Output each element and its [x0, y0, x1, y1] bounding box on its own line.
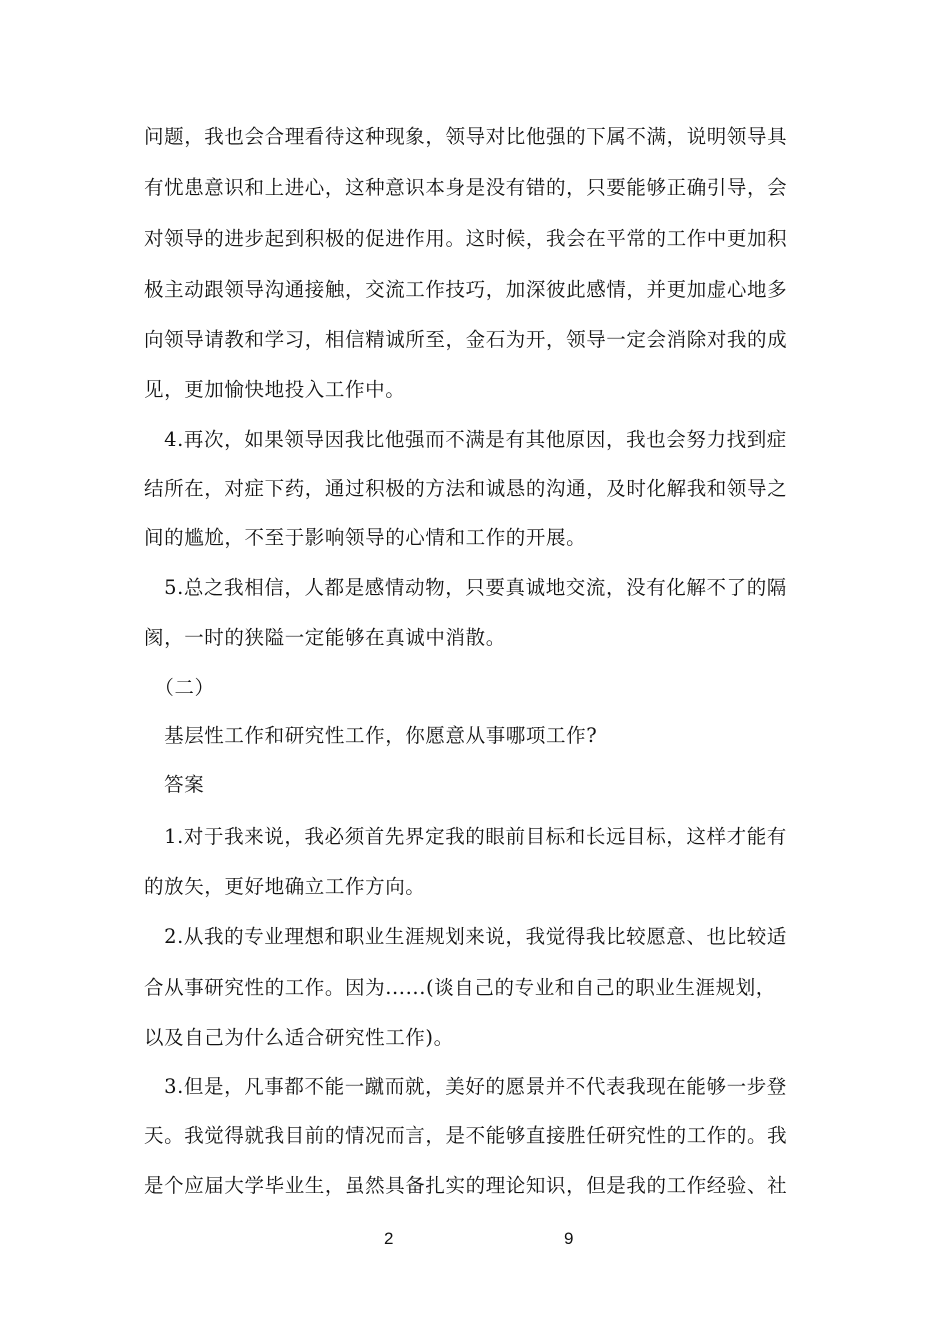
text-line: 4.再次，如果领导因我比他强而不满是有其他原因，我也会努力找到症 [144, 428, 787, 451]
text-line: 向领导请教和学习，相信精诚所至，金石为开，领导一定会消除对我的成 [144, 328, 788, 351]
text-line: 的放矢，更好地确立工作方向。 [144, 875, 426, 898]
text-line: 以及自己为什么适合研究性工作)。 [144, 1026, 454, 1049]
text-line: 5.总之我相信，人都是感情动物，只要真诚地交流，没有化解不了的隔 [144, 576, 787, 599]
text-line: 3.但是，凡事都不能一蹴而就，美好的愿景并不代表我现在能够一步登 [144, 1075, 787, 1098]
section-heading: （二） [144, 676, 215, 699]
page-number-right: 9 [564, 1229, 574, 1248]
text-line: 阂，一时的狭隘一定能够在真诚中消散。 [144, 626, 506, 649]
page-number-left: 2 [384, 1229, 394, 1248]
text-line: 是个应届大学毕业生，虽然具备扎实的理论知识，但是我的工作经验、社 [144, 1174, 788, 1197]
text-line: 见，更加愉快地投入工作中。 [144, 378, 406, 401]
text-line: 问题，我也会合理看待这种现象，领导对比他强的下属不满，说明领导具 [144, 125, 788, 148]
text-line: 结所在，对症下药，通过积极的方法和诚恳的沟通，及时化解我和领导之 [144, 477, 788, 500]
text-line: 有忧患意识和上进心，这种意识本身是没有错的，只要能够正确引导，会 [144, 176, 788, 199]
text-line: 2.从我的专业理想和职业生涯规划来说，我觉得我比较愿意、也比较适 [144, 925, 787, 948]
question-text: 基层性工作和研究性工作，你愿意从事哪项工作? [144, 724, 598, 747]
text-line: 间的尴尬，不至于影响领导的心情和工作的开展。 [144, 526, 587, 549]
text-line: 天。我觉得就我目前的情况而言，是不能够直接胜任研究性的工作的。我 [144, 1124, 788, 1147]
text-line: 极主动跟领导沟通接触，交流工作技巧，加深彼此感情，并更加虚心地多 [144, 278, 788, 301]
text-line: 对领导的进步起到积极的促进作用。这时候，我会在平常的工作中更加积 [144, 227, 788, 250]
text-line: 合从事研究性的工作。因为......(谈自己的专业和自己的职业生涯规划， [144, 976, 776, 999]
answer-label: 答案 [144, 773, 205, 796]
text-line: 1.对于我来说，我必须首先界定我的眼前目标和长远目标，这样才能有 [144, 825, 787, 848]
